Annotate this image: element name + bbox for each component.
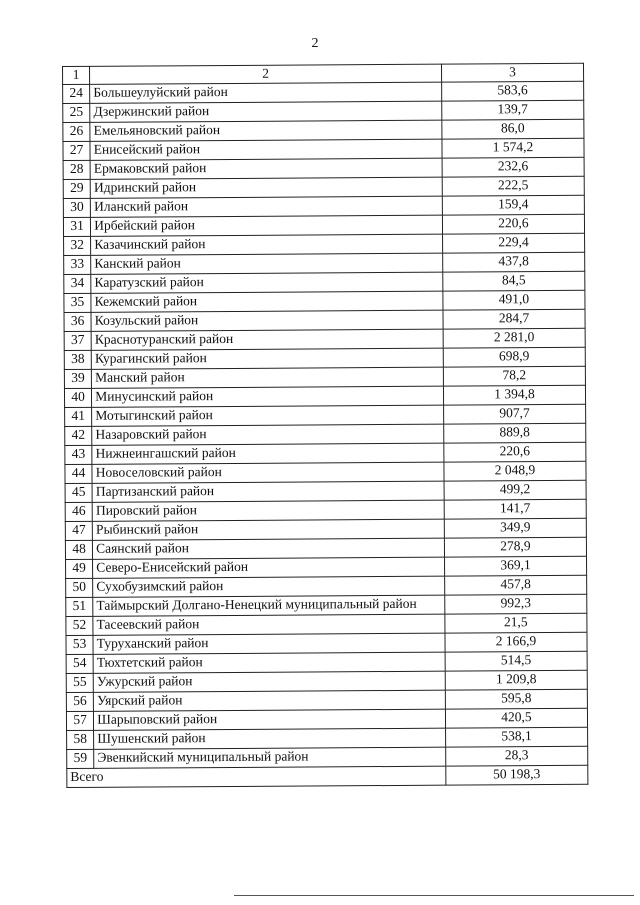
row-number: 28 [63, 160, 90, 179]
district-value: 2 048,9 [444, 461, 586, 481]
district-name: Шушенский район [94, 728, 446, 749]
header-col-3: 3 [441, 63, 583, 82]
district-name: Таймырский Долгано-Ненецкий муниципальный район [93, 595, 445, 616]
district-name: Партизанский район [92, 481, 444, 502]
district-name: Ермаковский район [90, 158, 442, 179]
district-value: 349,9 [444, 518, 586, 538]
total-row [67, 765, 588, 787]
district-value: 232,6 [442, 157, 584, 177]
row-number: 57 [66, 711, 93, 730]
district-value: 2 166,9 [445, 632, 587, 652]
district-name: Кежемский район [91, 291, 443, 312]
district-name: Мотыгинский район [92, 405, 444, 426]
district-value: 992,3 [445, 594, 587, 614]
district-value: 514,5 [445, 651, 587, 671]
district-value: 278,9 [444, 537, 586, 557]
row-number: 44 [65, 464, 92, 483]
row-number: 38 [64, 350, 91, 369]
district-value: 229,4 [442, 233, 584, 253]
district-name: Уярский район [94, 690, 446, 711]
district-name: Иланский район [91, 196, 443, 217]
row-number: 59 [67, 749, 94, 768]
row-number: 46 [65, 502, 92, 521]
district-value: 889,8 [444, 423, 586, 443]
districts-table [62, 63, 588, 788]
district-value: 28,3 [446, 746, 588, 766]
row-number: 24 [63, 84, 90, 103]
row-number: 58 [67, 730, 94, 749]
district-value: 491,0 [443, 290, 585, 310]
district-name: Назаровский район [92, 424, 444, 445]
district-value: 420,5 [445, 708, 587, 728]
row-number: 32 [64, 236, 91, 255]
district-name: Дзержинский район [90, 101, 442, 122]
district-value: 538,1 [445, 727, 587, 747]
district-name: Краснотуранский район [91, 329, 443, 350]
row-number: 40 [64, 388, 91, 407]
row-number: 42 [65, 426, 92, 445]
district-name: Курагинский район [91, 348, 443, 369]
district-value: 78,2 [443, 366, 585, 386]
district-value: 141,7 [444, 499, 586, 519]
district-value: 1 209,8 [445, 670, 587, 690]
district-name: Тюхтетский район [93, 652, 445, 673]
district-name: Эвенкийский муниципальный район [94, 747, 446, 768]
district-name: Каратузский район [91, 272, 443, 293]
district-value: 220,6 [444, 442, 586, 462]
table-body [63, 63, 588, 787]
row-number: 49 [66, 559, 93, 578]
row-number: 43 [65, 445, 92, 464]
district-value: 220,6 [442, 214, 584, 234]
district-name: Туруханский район [93, 633, 445, 654]
district-value: 84,5 [443, 271, 585, 291]
total-label: Всего [67, 766, 446, 787]
row-number: 39 [64, 369, 91, 388]
header-col-1: 1 [63, 66, 90, 84]
district-value: 369,1 [444, 556, 586, 576]
row-number: 56 [66, 692, 93, 711]
district-value: 595,8 [445, 689, 587, 709]
district-value: 583,6 [441, 81, 583, 101]
district-name: Манский район [92, 367, 444, 388]
district-name: Козульский район [91, 310, 443, 331]
district-name: Енисейский район [90, 139, 442, 160]
row-number: 34 [64, 274, 91, 293]
row-number: 36 [64, 312, 91, 331]
district-name: Большеулуйский район [90, 82, 442, 103]
row-number: 41 [65, 407, 92, 426]
district-value: 1 574,2 [442, 138, 584, 158]
district-value: 499,2 [444, 480, 586, 500]
row-number: 27 [63, 141, 90, 160]
row-number: 45 [65, 483, 92, 502]
district-value: 21,5 [445, 613, 587, 633]
district-name: Канский район [91, 253, 443, 274]
district-name: Рыбинский район [92, 519, 444, 540]
district-name: Сухобузимский район [93, 576, 445, 597]
district-value: 222,5 [442, 176, 584, 196]
district-name: Тасеевский район [93, 614, 445, 635]
row-number: 29 [63, 179, 90, 198]
district-name: Шарыповский район [94, 709, 446, 730]
district-value: 437,8 [443, 252, 585, 272]
district-value: 159,4 [442, 195, 584, 215]
total-value: 50 198,3 [446, 765, 588, 785]
row-number: 52 [66, 616, 93, 635]
row-number: 47 [65, 521, 92, 540]
row-number: 33 [64, 255, 91, 274]
district-name: Саянский район [93, 538, 445, 559]
district-name: Новоселовский район [92, 462, 444, 483]
row-number: 26 [63, 122, 90, 141]
page-number: 2 [311, 36, 319, 51]
district-name: Казачинский район [91, 234, 443, 255]
header-col-2: 2 [90, 64, 442, 84]
row-number: 51 [66, 597, 93, 616]
district-value: 2 281,0 [443, 328, 585, 348]
district-value: 139,7 [442, 100, 584, 120]
district-name: Емельяновский район [90, 120, 442, 141]
row-number: 37 [64, 331, 91, 350]
page-bottom-rule [234, 895, 634, 896]
row-number: 30 [63, 198, 90, 217]
row-number: 55 [66, 673, 93, 692]
district-value: 698,9 [443, 347, 585, 367]
row-number: 53 [66, 635, 93, 654]
district-name: Ужурский район [93, 671, 445, 692]
district-name: Нижнеингашский район [92, 443, 444, 464]
district-name: Пировский район [92, 500, 444, 521]
row-number: 25 [63, 103, 90, 122]
district-value: 284,7 [443, 309, 585, 329]
district-name: Ирбейский район [91, 215, 443, 236]
district-name: Минусинский район [92, 386, 444, 407]
row-number: 31 [63, 217, 90, 236]
district-name: Северо-Енисейский район [93, 557, 445, 578]
row-number: 54 [66, 654, 93, 673]
district-value: 86,0 [442, 119, 584, 139]
district-value: 457,8 [445, 575, 587, 595]
district-name: Идринский район [90, 177, 442, 198]
district-value: 1 394,8 [443, 385, 585, 405]
row-number: 35 [64, 293, 91, 312]
row-number: 50 [66, 578, 93, 597]
district-value: 907,7 [443, 404, 585, 424]
row-number: 48 [65, 540, 92, 559]
